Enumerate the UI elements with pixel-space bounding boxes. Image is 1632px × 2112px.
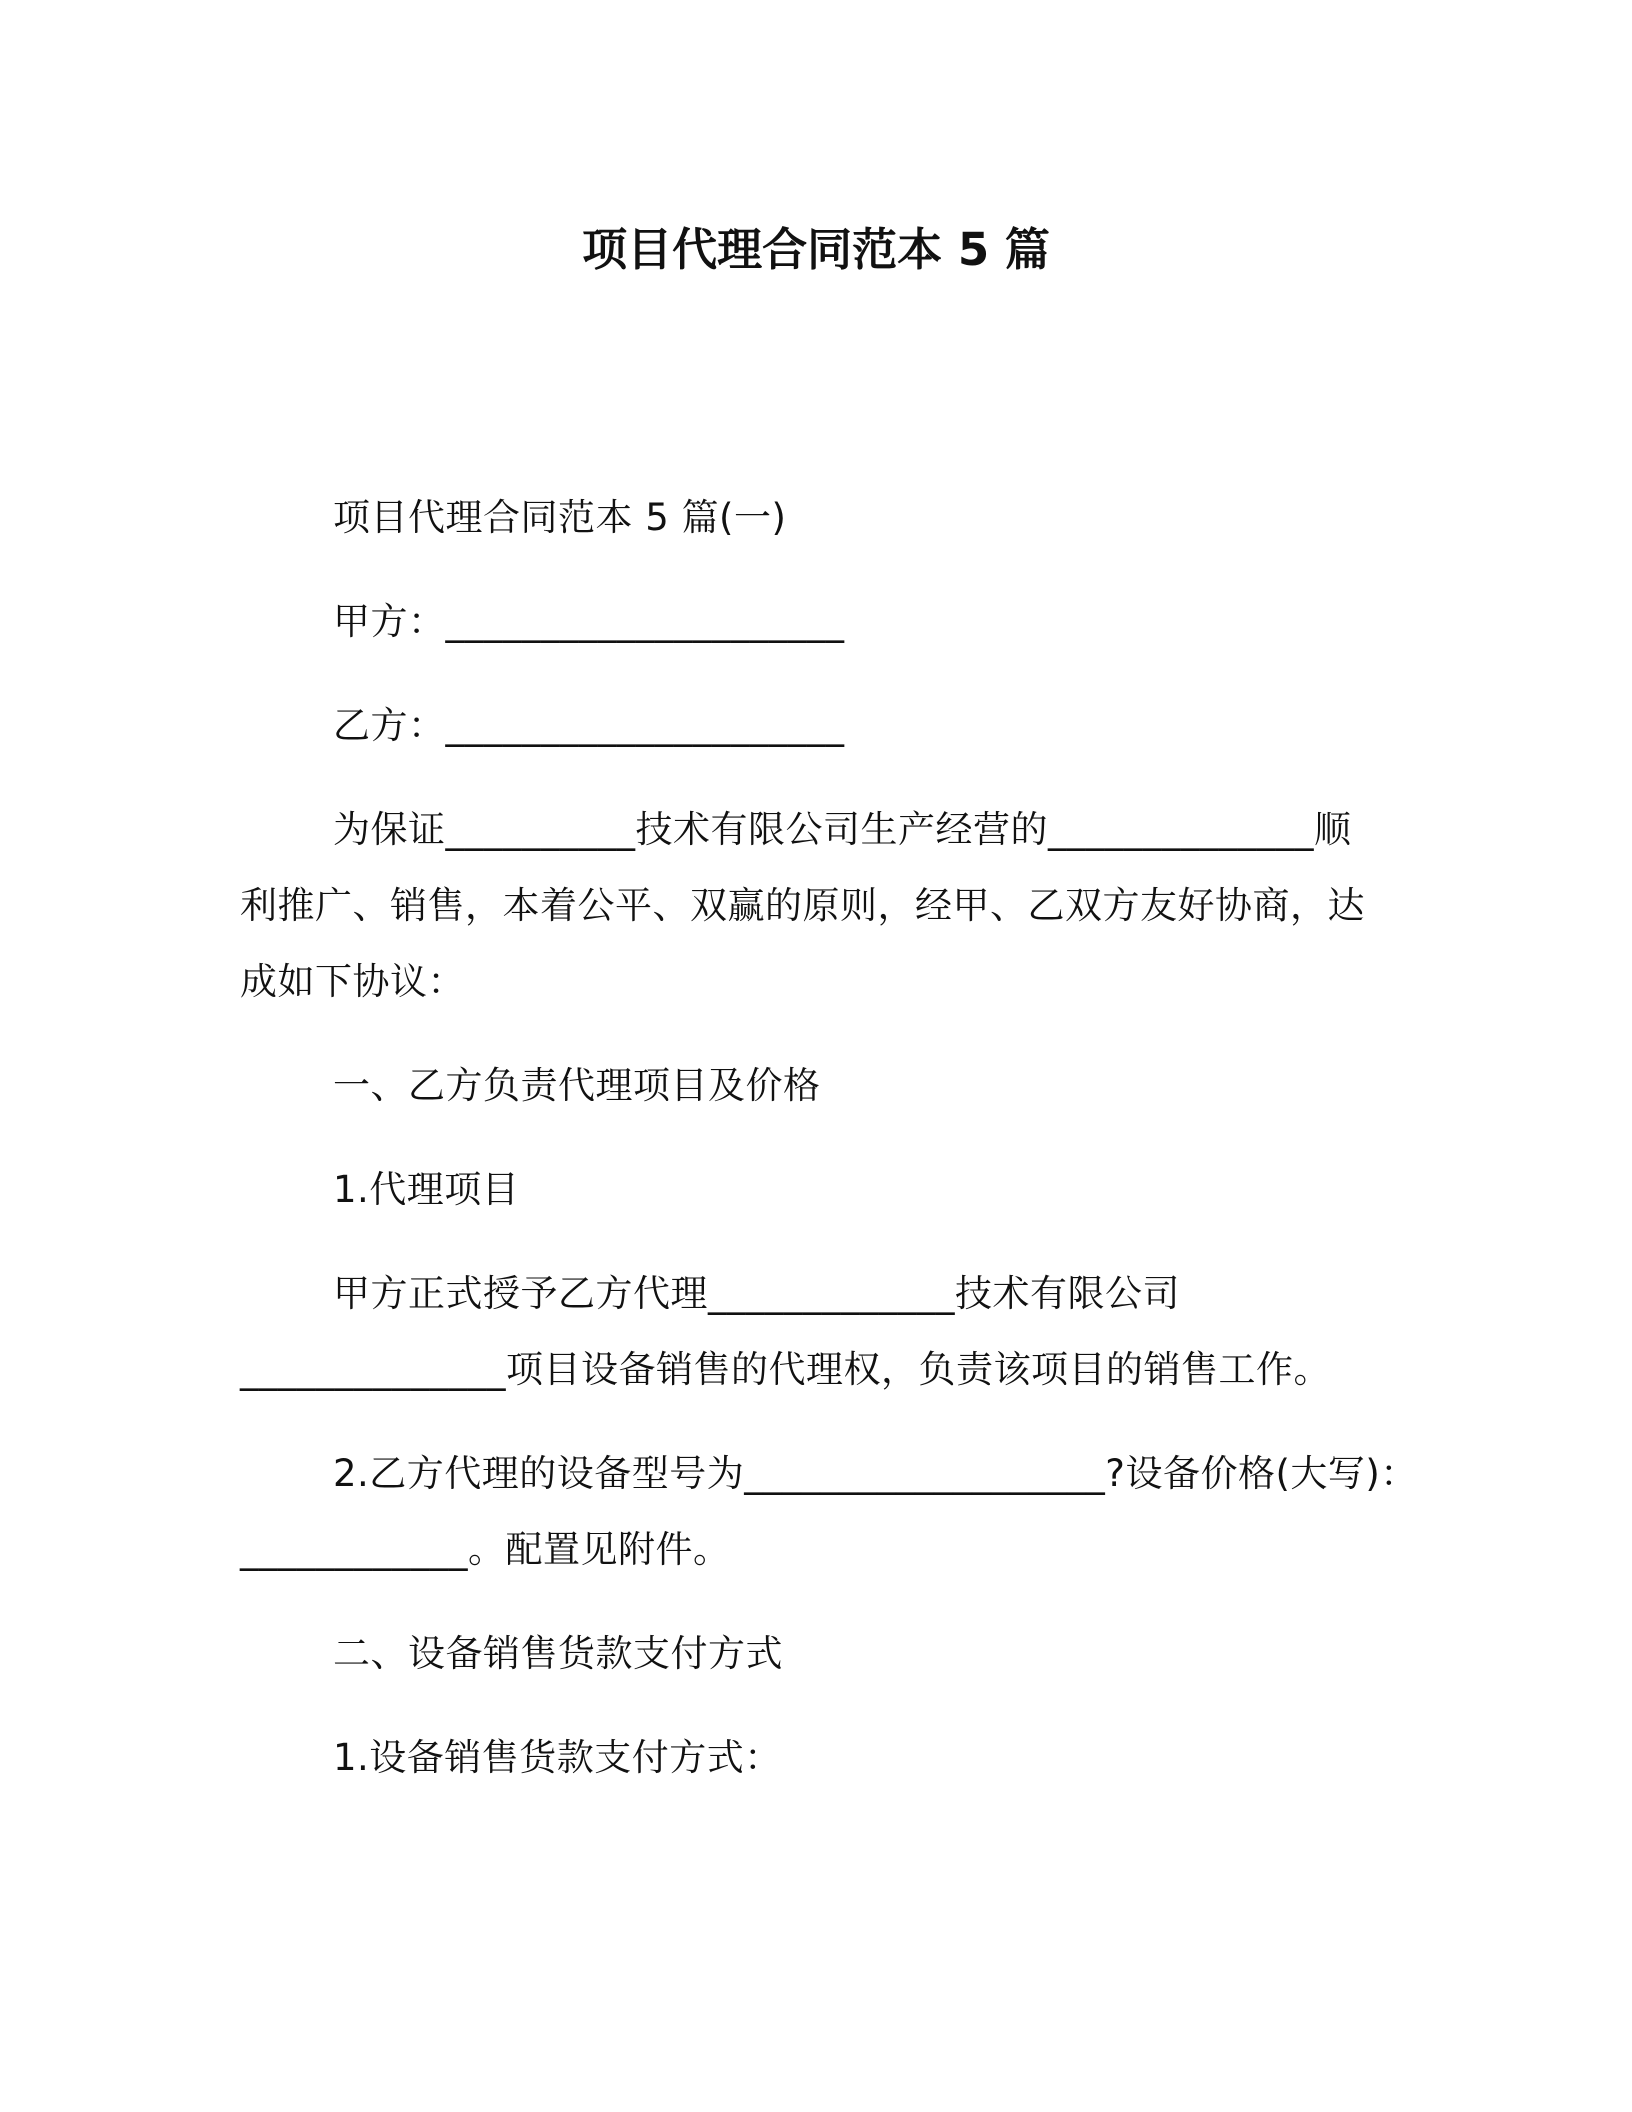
document-title: 项目代理合同范本 5 篇 — [582, 223, 1050, 276]
contract-subtitle: 项目代理合同范本 5 篇(一) — [333, 496, 787, 539]
section-1-heading: 一、乙方负责代理项目及价格 — [333, 1064, 821, 1107]
section-2-heading: 二、设备销售货款支付方式 — [333, 1632, 783, 1675]
intro-line-1: 为保证__________技术有限公司生产经营的______________顺 — [333, 808, 1352, 851]
item-2-text-line-1: 2.乙方代理的设备型号为___________________?设备价格(大写)： — [333, 1452, 1418, 1495]
section-2-item-1: 1.设备销售货款支付方式： — [333, 1736, 782, 1779]
item-2-text-line-2: ____________。配置见附件。 — [240, 1528, 731, 1571]
intro-line-2: 利推广、销售，本着公平、双赢的原则，经甲、乙双方友好协商，达 — [240, 884, 1365, 927]
item-1-text-line-1: 甲方正式授予乙方代理_____________技术有限公司 — [333, 1272, 1180, 1315]
intro-line-3: 成如下协议： — [240, 960, 465, 1003]
item-1-text-line-2: ______________项目设备销售的代理权，负责该项目的销售工作。 — [240, 1348, 1331, 1391]
party-a-line: 甲方：_____________________ — [333, 600, 845, 643]
party-b-line: 乙方：_____________________ — [333, 704, 845, 747]
item-1-heading: 1.代理项目 — [333, 1168, 520, 1211]
